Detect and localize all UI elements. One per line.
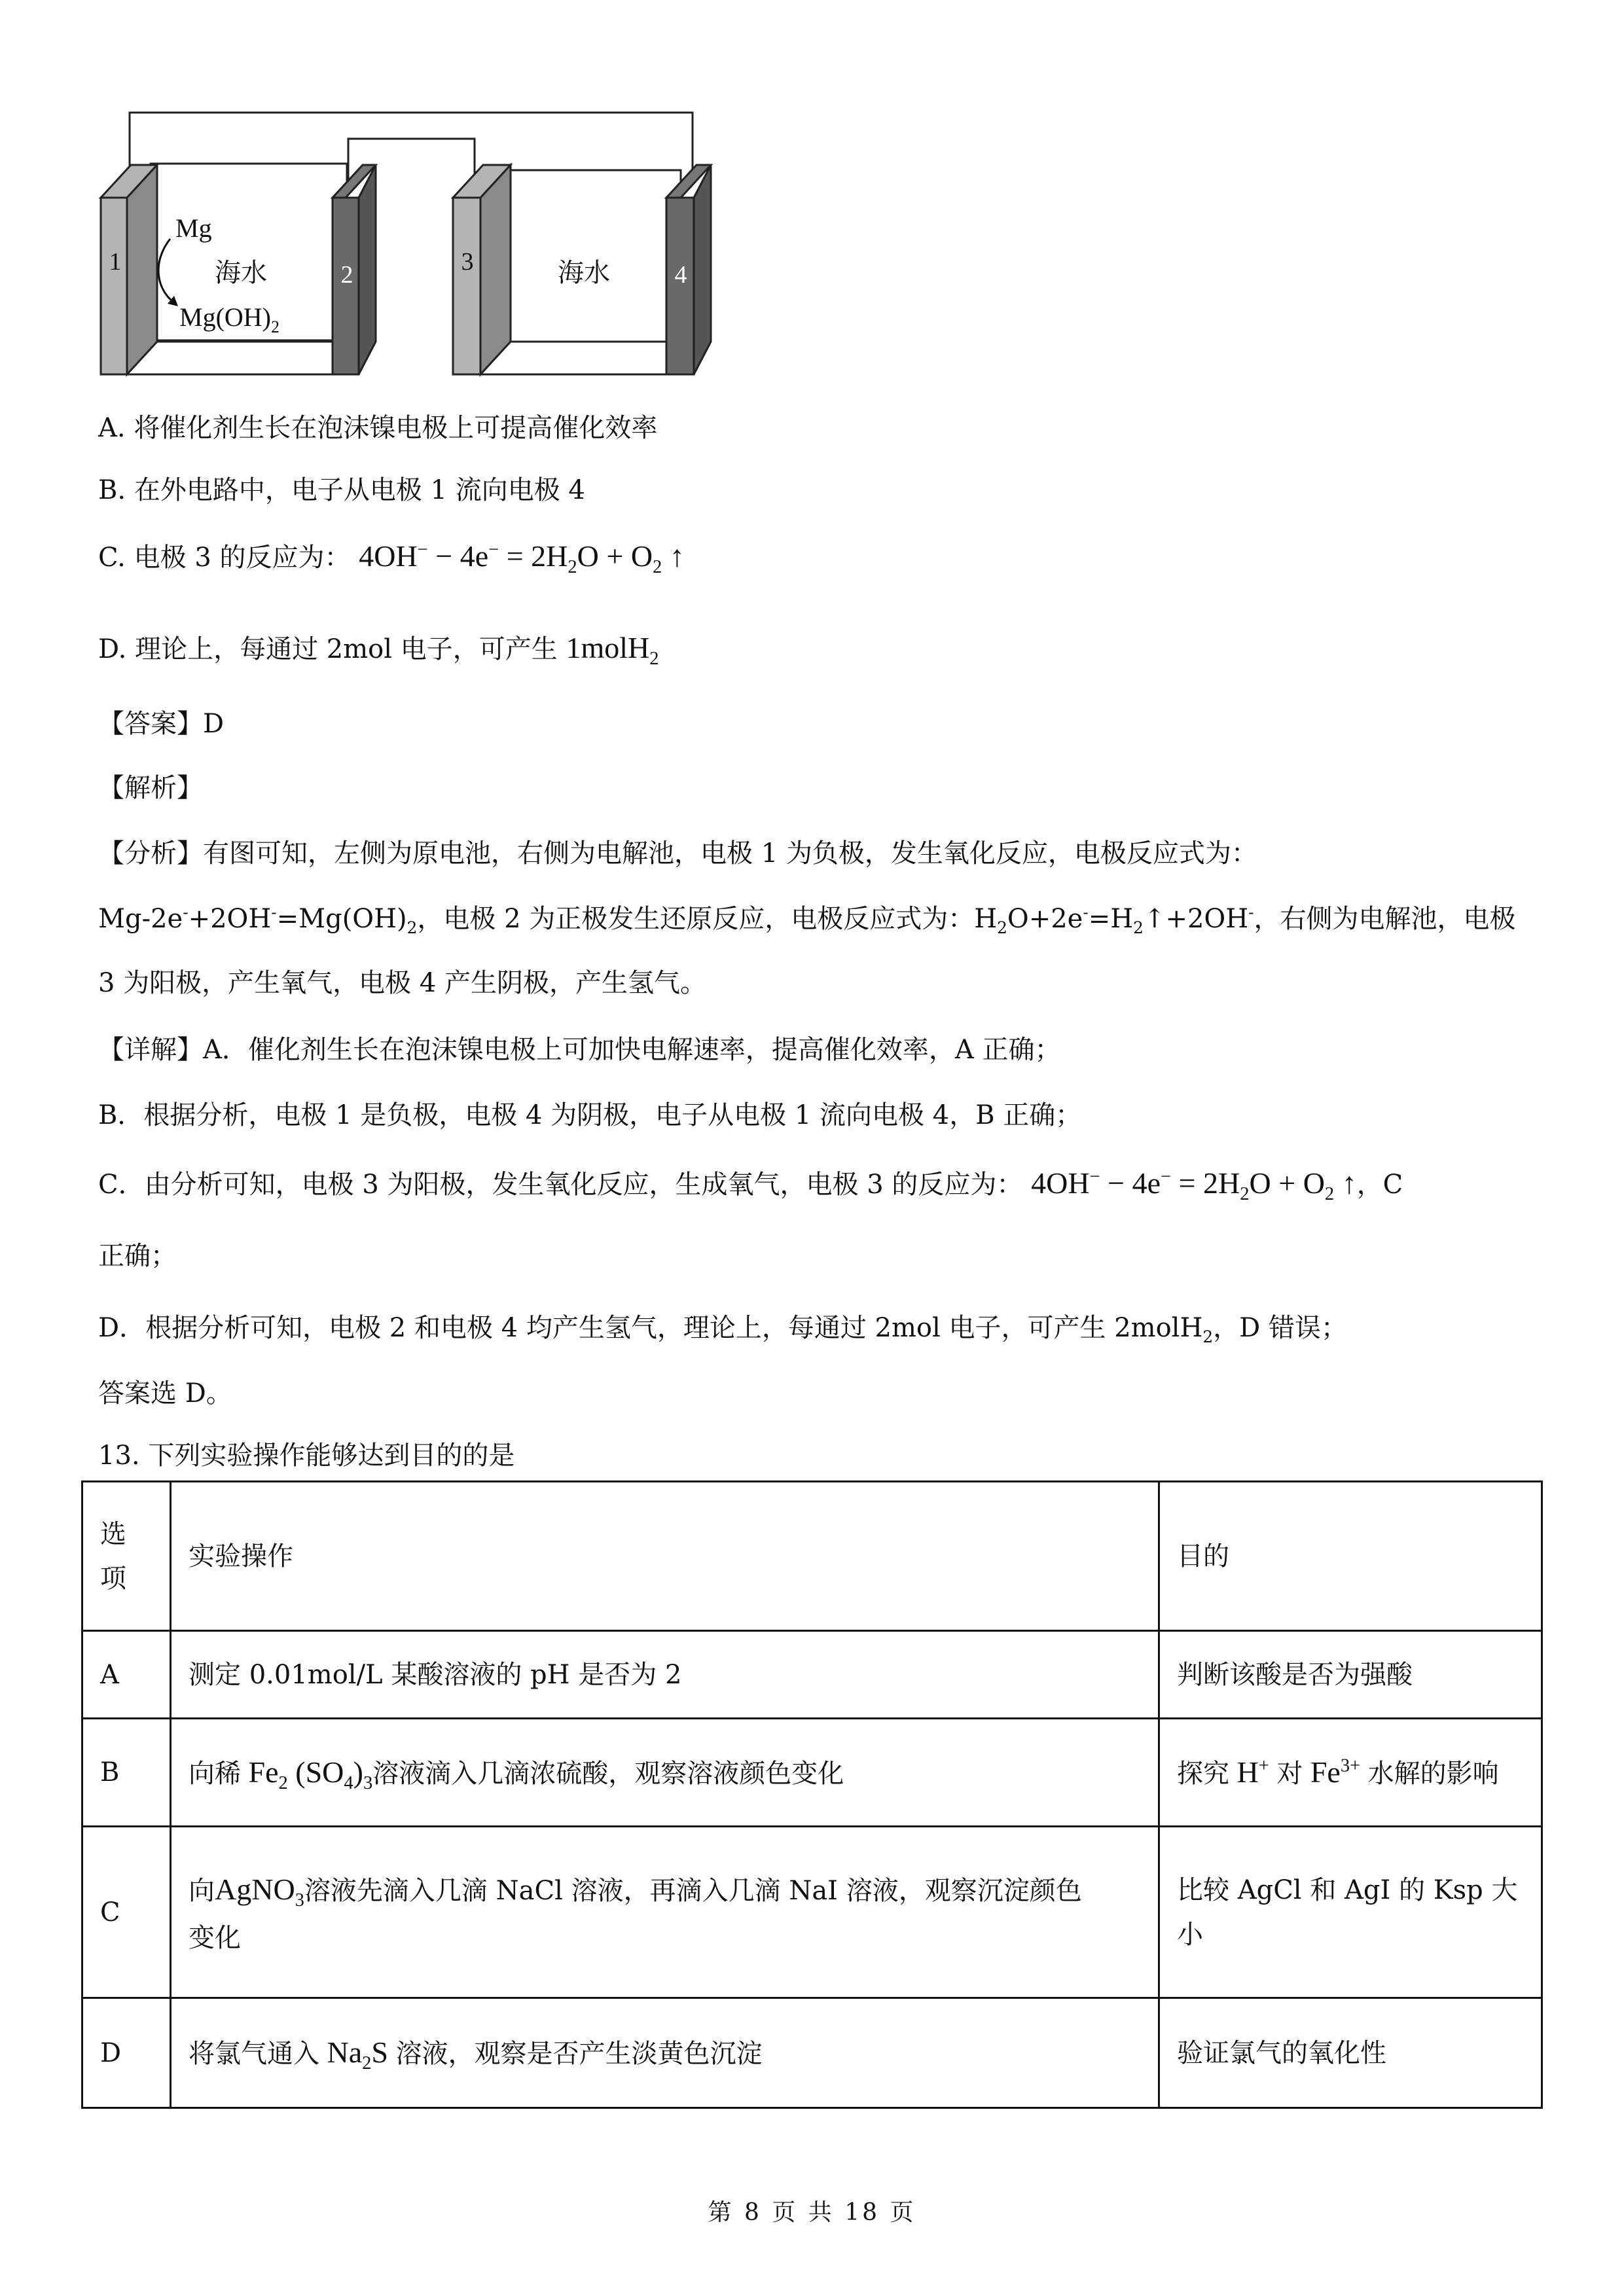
outer-wire [130,113,693,183]
header-operation: 实验操作 [171,1482,1159,1631]
product-label: $Mg(OH)_2$ [179,302,280,336]
option-c-prefix: C. 电极 3 的反应为： [98,543,351,573]
detail-b: B．根据分析，电极 1 是负极，电极 4 为阴极，电子从电极 1 流向电极 4，B 正确； [98,1100,1082,1130]
option-d [98,630,659,670]
electrode-label-3: 3 [461,248,474,276]
option-c-formula: $4OH^- - 4e^- = 2H_2O + O_2$ ↑ [359,539,685,578]
right-electrolyte-label: 海水 [558,258,610,288]
detail-c-formula: $4OH^- - 4e^- = 2H_2O + O_2$ ↑ [1031,1166,1357,1205]
analysis-title: 【解析】 [98,773,203,803]
electrolysis-cell-diagram [92,105,746,393]
conclusion: 答案选 D。 [98,1378,232,1408]
question-13-table [81,1480,1543,2109]
electrode-label-2: 2 [340,261,353,289]
electrode-label-4: 4 [674,261,687,289]
table-row: C 向AgNO$_3$溶液先滴入几滴 NaCl 溶液，再滴入几滴 NaI 溶液，观察沉淀颜色 变化 比较 AgCl 和 AgI 的 Ksp 大 小 [82,1827,1542,1998]
analysis-line-2: $Mg-2e^-+2OH^-=Mg(OH)_2$，电极 2 为正极发生还原反应，电极反应式为：$H_2O+2e^-=H_2↑+2OH^-$，右侧为电解池，电极 [98,903,1516,937]
option-b: B. 在外电路中，电子从电极 1 流向电极 4 [98,475,585,505]
option-d-formula: 1molH$_2$ [566,631,659,670]
table-header-row [82,1482,1542,1631]
question-13-title: 13. 下列实验操作能够达到目的的是 [98,1441,515,1471]
table-row: B 向稀 $Fe_2$ $(SO_4)_3$溶液滴入几滴浓硫酸，观察溶液颜色变化 探究 H+ 对 $Fe^{3+}$ 水解的影响 [82,1719,1542,1827]
answer: 【答案】D [98,709,225,739]
option-d-prefix: D. 理论上，每通过 2mol 电子，可产生 [98,634,558,664]
electrode-label-1: 1 [109,248,122,276]
option-c [98,538,685,578]
analysis-line-1: 【分析】有图可知，左侧为原电池，右侧为电解池，电极 1 为负极，发生氧化反应，电极反应式为： [98,838,1257,869]
left-electrolyte-label: 海水 [215,258,267,288]
detail-c-continued: 正确； [98,1241,177,1271]
table-row: D 将氯气通入 $Na_2S$ 溶液，观察是否产生淡黄色沉淀 验证氯气的氧化性 [82,1998,1542,2108]
reaction-arrow [158,239,177,304]
detail-c: C．由分析可知，电极 3 为阳极，发生氧化反应，生成氧气，电极 3 的反应为： $4OH^- - 4e^- = 2H_2O + O_2$ ↑，C [98,1166,1403,1205]
table-row: A 测定 0.01mol/L 某酸溶液的 pH 是否为 2 判断该酸是否为强酸 [82,1631,1542,1719]
header-option: 选 项 [82,1482,171,1631]
detail-d: D．根据分析可知，电极 2 和电极 4 均产生氢气，理论上，每通过 2mol 电子，可产生 2molH$_2$，D 错误； [98,1313,1347,1346]
header-goal: 目的 [1159,1482,1542,1631]
option-a: A. 将催化剂生长在泡沫镍电极上可提高催化效率 [98,413,658,443]
reactant-label: Mg [175,213,212,243]
page-footer: 第 8 页 共 18 页 [708,2199,916,2226]
analysis-line-3: 3 为阳极，产生氧气，电极 4 产生阴极，产生氢气。 [98,968,707,998]
detail-a: 【详解】A．催化剂生长在泡沫镍电极上可加快电解速率，提高催化效率，A 正确； [98,1035,1061,1065]
